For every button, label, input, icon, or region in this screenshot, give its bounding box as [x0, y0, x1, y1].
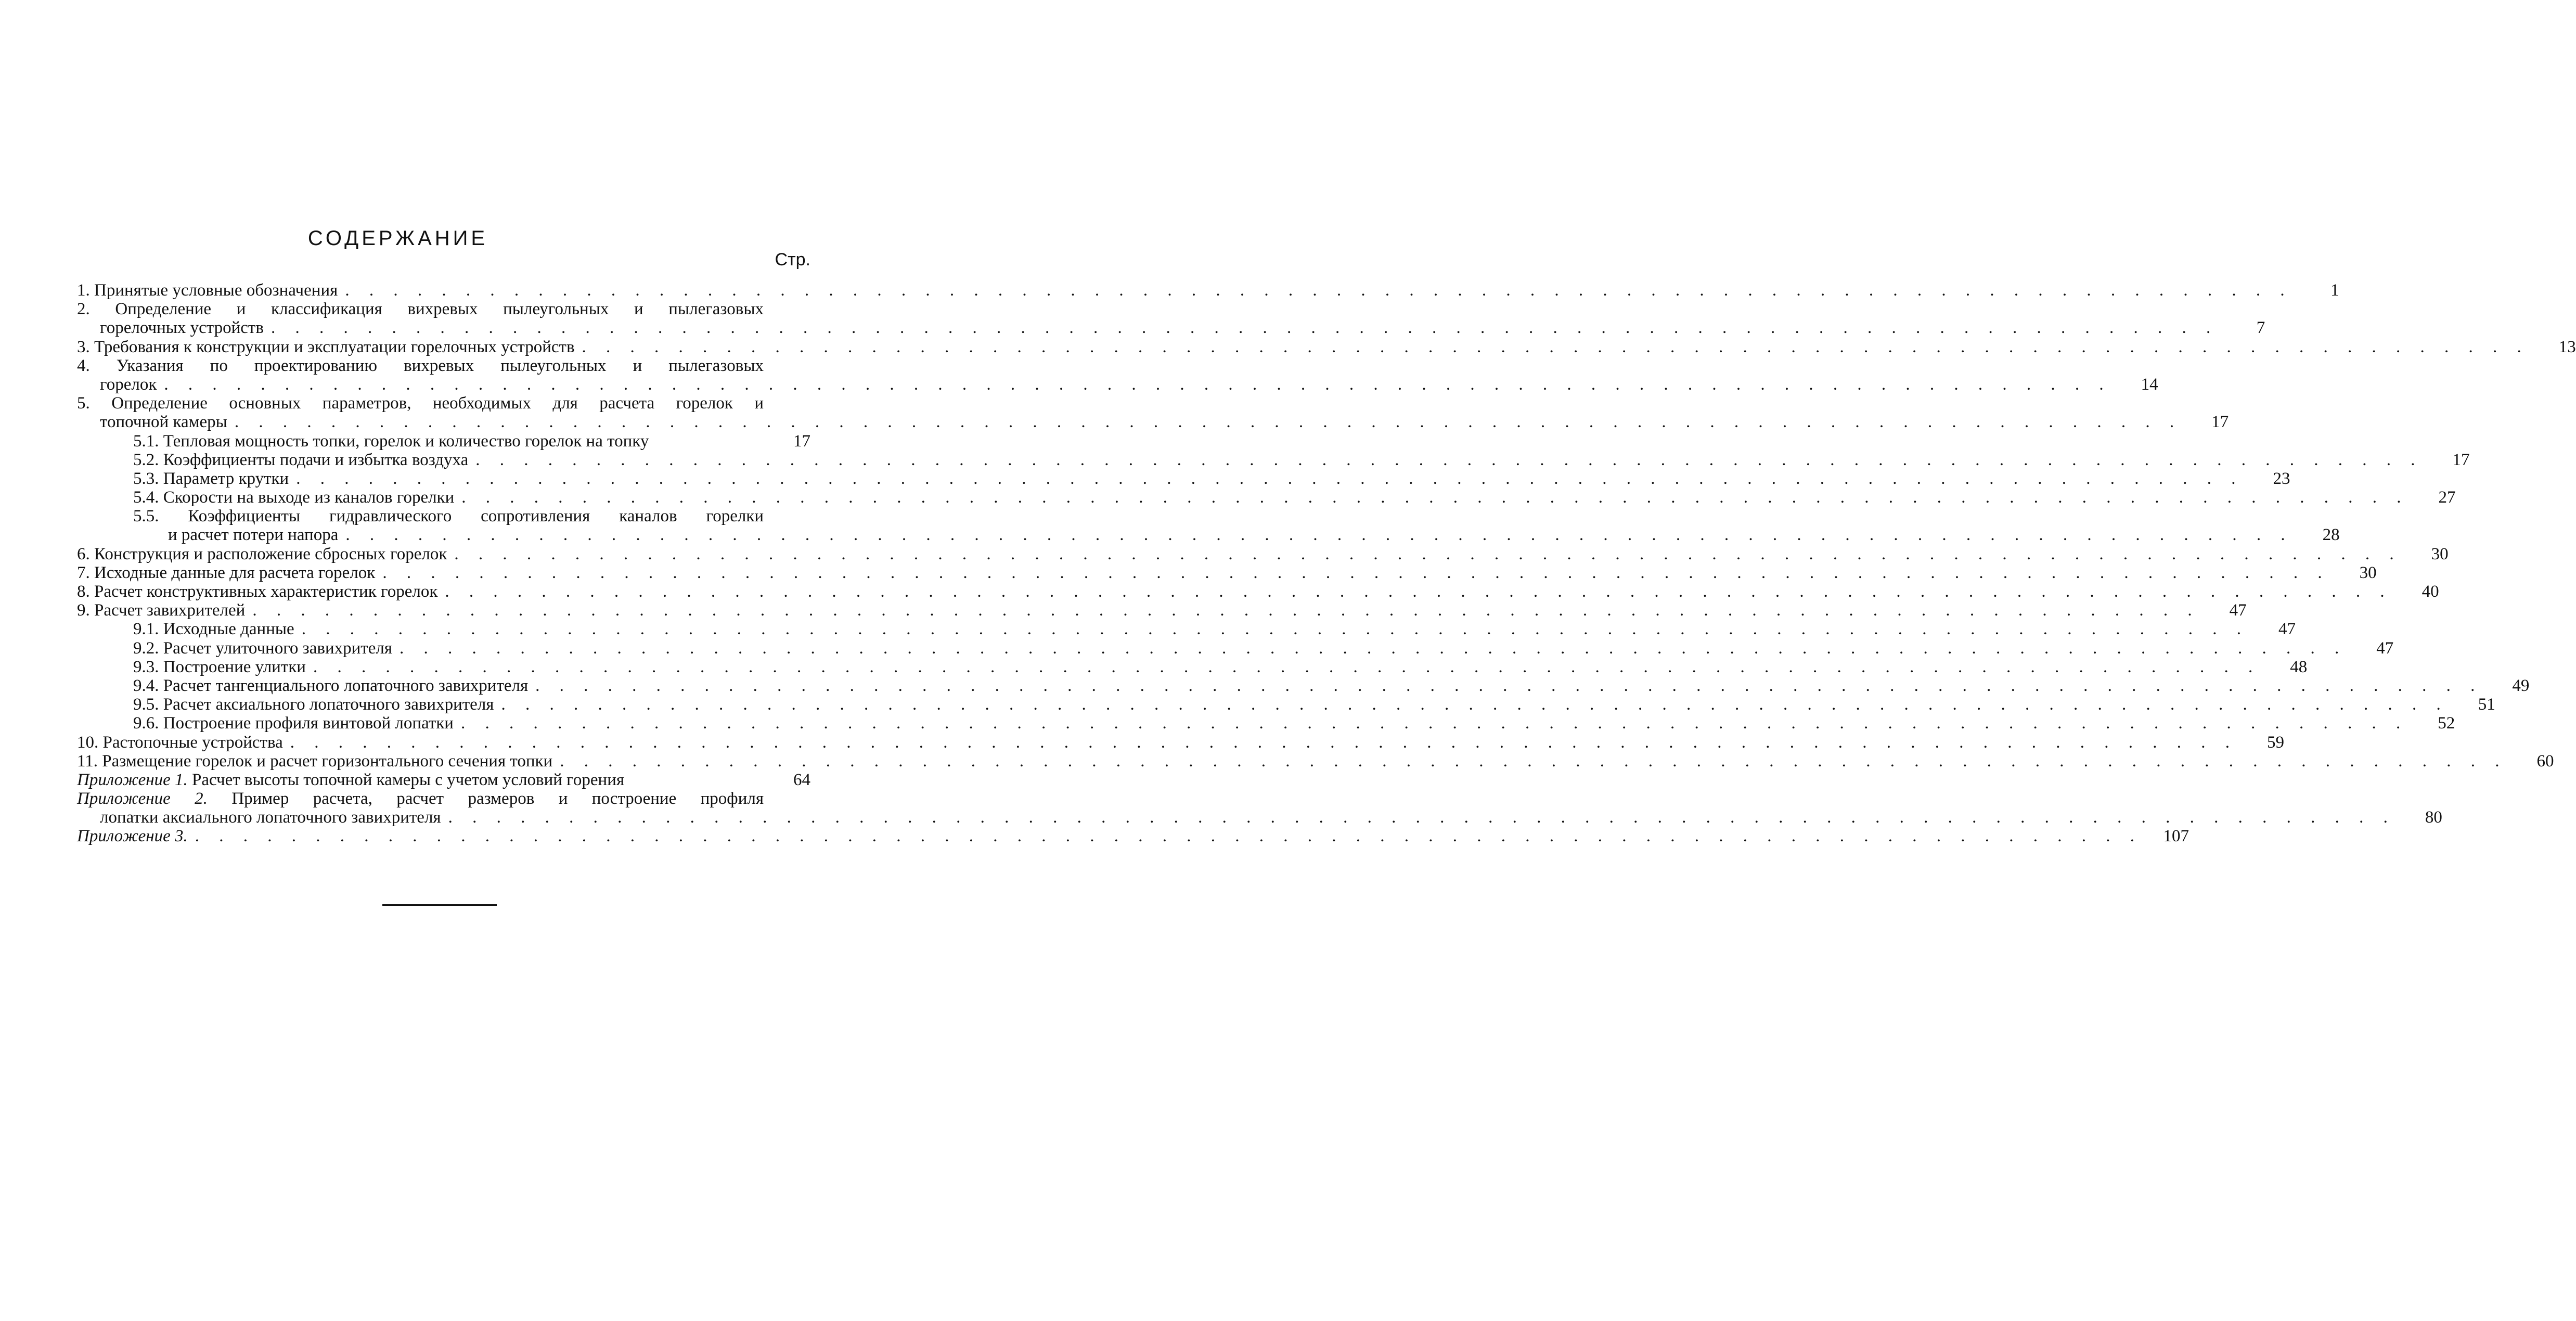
toc-page-number: 47: [2229, 601, 2247, 620]
toc-title-continuation: топочной камеры: [100, 413, 227, 432]
toc-leader: [494, 695, 2448, 714]
toc-leader: [188, 827, 2142, 845]
toc-leader: [227, 413, 2182, 431]
toc-leader: [392, 639, 2347, 658]
toc-page-number: 28: [2322, 525, 2340, 545]
toc-title: Расчет конструктивных характеристик горелок: [94, 582, 438, 601]
toc-page-number: 14: [2141, 375, 2158, 394]
toc-entry-5[interactable]: [77, 394, 810, 413]
toc-leader: [245, 601, 2199, 620]
toc-page-number: 13: [2558, 337, 2576, 356]
toc-page-number: 47: [2278, 620, 2296, 639]
toc-page-number: 40: [2422, 582, 2439, 601]
toc-page-number: 51: [2478, 695, 2495, 714]
toc-number: 9.3.: [133, 657, 159, 676]
toc-number: 5.3.: [133, 469, 159, 488]
page-title: СОДЕРЖАНИЕ: [307, 227, 488, 250]
toc-number: 5.2.: [133, 450, 159, 469]
toc-entry-9[interactable]: [77, 601, 2247, 620]
toc-entry-9-1[interactable]: [77, 620, 2296, 639]
toc-page-number: 30: [2431, 544, 2449, 563]
toc-title: Исходные данные: [163, 620, 294, 639]
toc-title: Растопочные устройства: [102, 733, 283, 752]
toc-entry-1[interactable]: [77, 281, 2339, 300]
toc-leader: [306, 658, 2260, 676]
toc-number: 9.: [77, 601, 90, 620]
toc-leader: [437, 582, 2392, 601]
toc-title-continuation: и расчет потери напора: [168, 525, 339, 545]
toc-page-number: 60: [2536, 751, 2554, 771]
toc-leader: [468, 451, 2423, 469]
closing-rule: [382, 904, 497, 906]
toc-number: 5.1.: [133, 431, 159, 451]
toc-number: 9.5.: [133, 695, 159, 714]
toc-leader: [454, 488, 2408, 507]
toc-entry-10[interactable]: [77, 733, 2285, 752]
toc-page-number: 7: [2256, 318, 2265, 338]
toc-page-number: 17: [2211, 413, 2229, 432]
toc-entry-11[interactable]: [77, 751, 2554, 771]
toc-number: 8.: [77, 582, 90, 601]
toc-entry-3[interactable]: [77, 337, 2576, 356]
toc-number: 9.6.: [133, 714, 159, 733]
toc-entry-5-5-continuation[interactable]: [77, 525, 2340, 545]
toc-page-number: 80: [2425, 808, 2442, 827]
toc-leader: [157, 375, 2111, 394]
toc-page-number: 17: [793, 431, 810, 451]
toc-page-number: 30: [2359, 563, 2377, 582]
toc-leader: [528, 676, 2482, 695]
toc-title-continuation: лопатки аксиального лопаточного завихрителя: [100, 808, 441, 827]
toc-title-continuation: горелочных устройств: [100, 318, 264, 338]
toc-number: 2.: [77, 300, 90, 319]
toc-title: Расчет аксиального лопаточного завихрителя: [163, 695, 494, 714]
toc-title: Расчет улиточного завихрителя: [163, 638, 392, 658]
toc-title: Скорости на выходе из каналов горелки: [163, 488, 455, 507]
toc-entry-9-6[interactable]: [77, 714, 2455, 733]
toc-leader: [264, 318, 2218, 337]
toc-entry-5-1[interactable]: [77, 432, 810, 451]
toc-entry-7[interactable]: [77, 563, 2377, 582]
toc-page-number: 27: [2438, 488, 2456, 507]
table-of-contents: [77, 281, 2576, 846]
toc-entry-5-4[interactable]: [77, 488, 2456, 507]
toc-title: Расчет завихрителей: [94, 601, 246, 620]
toc-leader: [294, 620, 2249, 638]
toc-page-number: 64: [793, 770, 810, 789]
toc-entry-5-5[interactable]: [77, 507, 810, 525]
toc-title: Коэффициенты гидравлического сопротивления каналов горелки: [188, 507, 764, 526]
toc-appendix-label: Приложение 1.: [77, 770, 188, 789]
toc-leader: [447, 545, 2401, 563]
toc-page-number: 23: [2273, 469, 2290, 488]
toc-page-number: 107: [2163, 827, 2189, 846]
toc-entry-5-3[interactable]: [77, 469, 2290, 488]
toc-entry-4[interactable]: [77, 356, 810, 375]
toc-entry-9-3[interactable]: [77, 657, 2308, 676]
toc-title: Принятые условные обозначения: [94, 281, 338, 300]
toc-entry-9-2[interactable]: [77, 638, 2394, 658]
toc-title: Указания по проектированию вихревых пылеугольных и пылегазовых: [116, 356, 764, 375]
toc-number: 11.: [77, 751, 98, 771]
toc-page-number: 17: [2452, 450, 2470, 469]
toc-appendix-3[interactable]: [77, 827, 2189, 846]
toc-title: Построение профиля винтовой лопатки: [163, 714, 454, 733]
toc-number: 5.5.: [133, 507, 159, 526]
toc-number: 5.4.: [133, 488, 159, 507]
toc-number: 7.: [77, 563, 90, 582]
toc-title: Конструкция и расположение сбросных горелок: [94, 544, 447, 563]
toc-leader: [289, 469, 2243, 488]
toc-page-number: 59: [2267, 733, 2285, 752]
toc-number: 4.: [77, 356, 90, 375]
toc-leader: [441, 808, 2395, 827]
toc-leader: [338, 281, 2292, 300]
toc-title: Исходные данные для расчета горелок: [94, 563, 376, 582]
toc-appendix-1[interactable]: [77, 771, 810, 789]
toc-entry-2-continuation[interactable]: [77, 318, 2265, 338]
toc-entry-9-4[interactable]: [77, 676, 2530, 695]
toc-title: Тепловая мощность топки, горелок и количество горелок на топку: [163, 431, 649, 451]
toc-page-number: 48: [2290, 657, 2308, 676]
toc-entry-2[interactable]: [77, 300, 810, 318]
page-column-label: Стр.: [775, 250, 810, 270]
toc-entry-9-5[interactable]: [77, 695, 2495, 714]
toc-leader: [338, 525, 2292, 544]
toc-title: Размещение горелок и расчет горизонтального сечения топки: [102, 751, 553, 771]
toc-title: Параметр крутки: [163, 469, 289, 488]
toc-number: 5.: [77, 394, 90, 413]
toc-leader: [375, 563, 2329, 582]
toc-entry-5-2[interactable]: [77, 450, 2470, 469]
toc-title-continuation: горелок: [100, 375, 157, 394]
toc-appendix-2-continuation[interactable]: [77, 808, 2442, 827]
toc-page-number: 47: [2376, 638, 2394, 658]
toc-number: 9.1.: [133, 620, 159, 639]
toc-title: Расчет тангенциального лопаточного завихрителя: [163, 676, 529, 695]
toc-title: Пример расчета, расчет размеров и построение профиля: [231, 789, 764, 809]
toc-leader: [454, 714, 2408, 733]
toc-title: Построение улитки: [163, 657, 306, 676]
toc-title: Расчет высоты топочной камеры с учетом условий горения: [191, 770, 625, 789]
toc-entry-4-continuation[interactable]: [77, 375, 2158, 394]
toc-number: 1.: [77, 281, 90, 300]
toc-number: 3.: [77, 337, 90, 356]
toc-title: Требования к конструкции и эксплуатации горелочных устройств: [94, 337, 575, 356]
toc-number: 6.: [77, 544, 90, 563]
toc-number: 9.4.: [133, 676, 159, 695]
toc-number: 9.2.: [133, 638, 159, 658]
toc-entry-6[interactable]: [77, 544, 2449, 563]
toc-title: Определение основных параметров, необходимых для расчета горелок и: [111, 394, 764, 413]
toc-appendix-label: Приложение 2.: [77, 789, 208, 809]
toc-number: 10.: [77, 733, 99, 752]
toc-title: Коэффициенты подачи и избытка воздуха: [163, 450, 469, 469]
toc-appendix-2[interactable]: [77, 789, 810, 808]
toc-leader: [552, 752, 2507, 771]
toc-page-number: 1: [2330, 281, 2339, 300]
toc-leader: [283, 733, 2237, 752]
toc-page-number: 52: [2438, 714, 2455, 733]
toc-appendix-label: Приложение 3.: [77, 827, 188, 846]
toc-page-number: 49: [2512, 676, 2530, 695]
toc-entry-5-continuation[interactable]: [77, 413, 2229, 432]
toc-title: Определение и классификация вихревых пылеугольных и пылегазовых: [115, 300, 764, 319]
toc-entry-8[interactable]: [77, 582, 2439, 601]
toc-leader: [575, 338, 2529, 356]
